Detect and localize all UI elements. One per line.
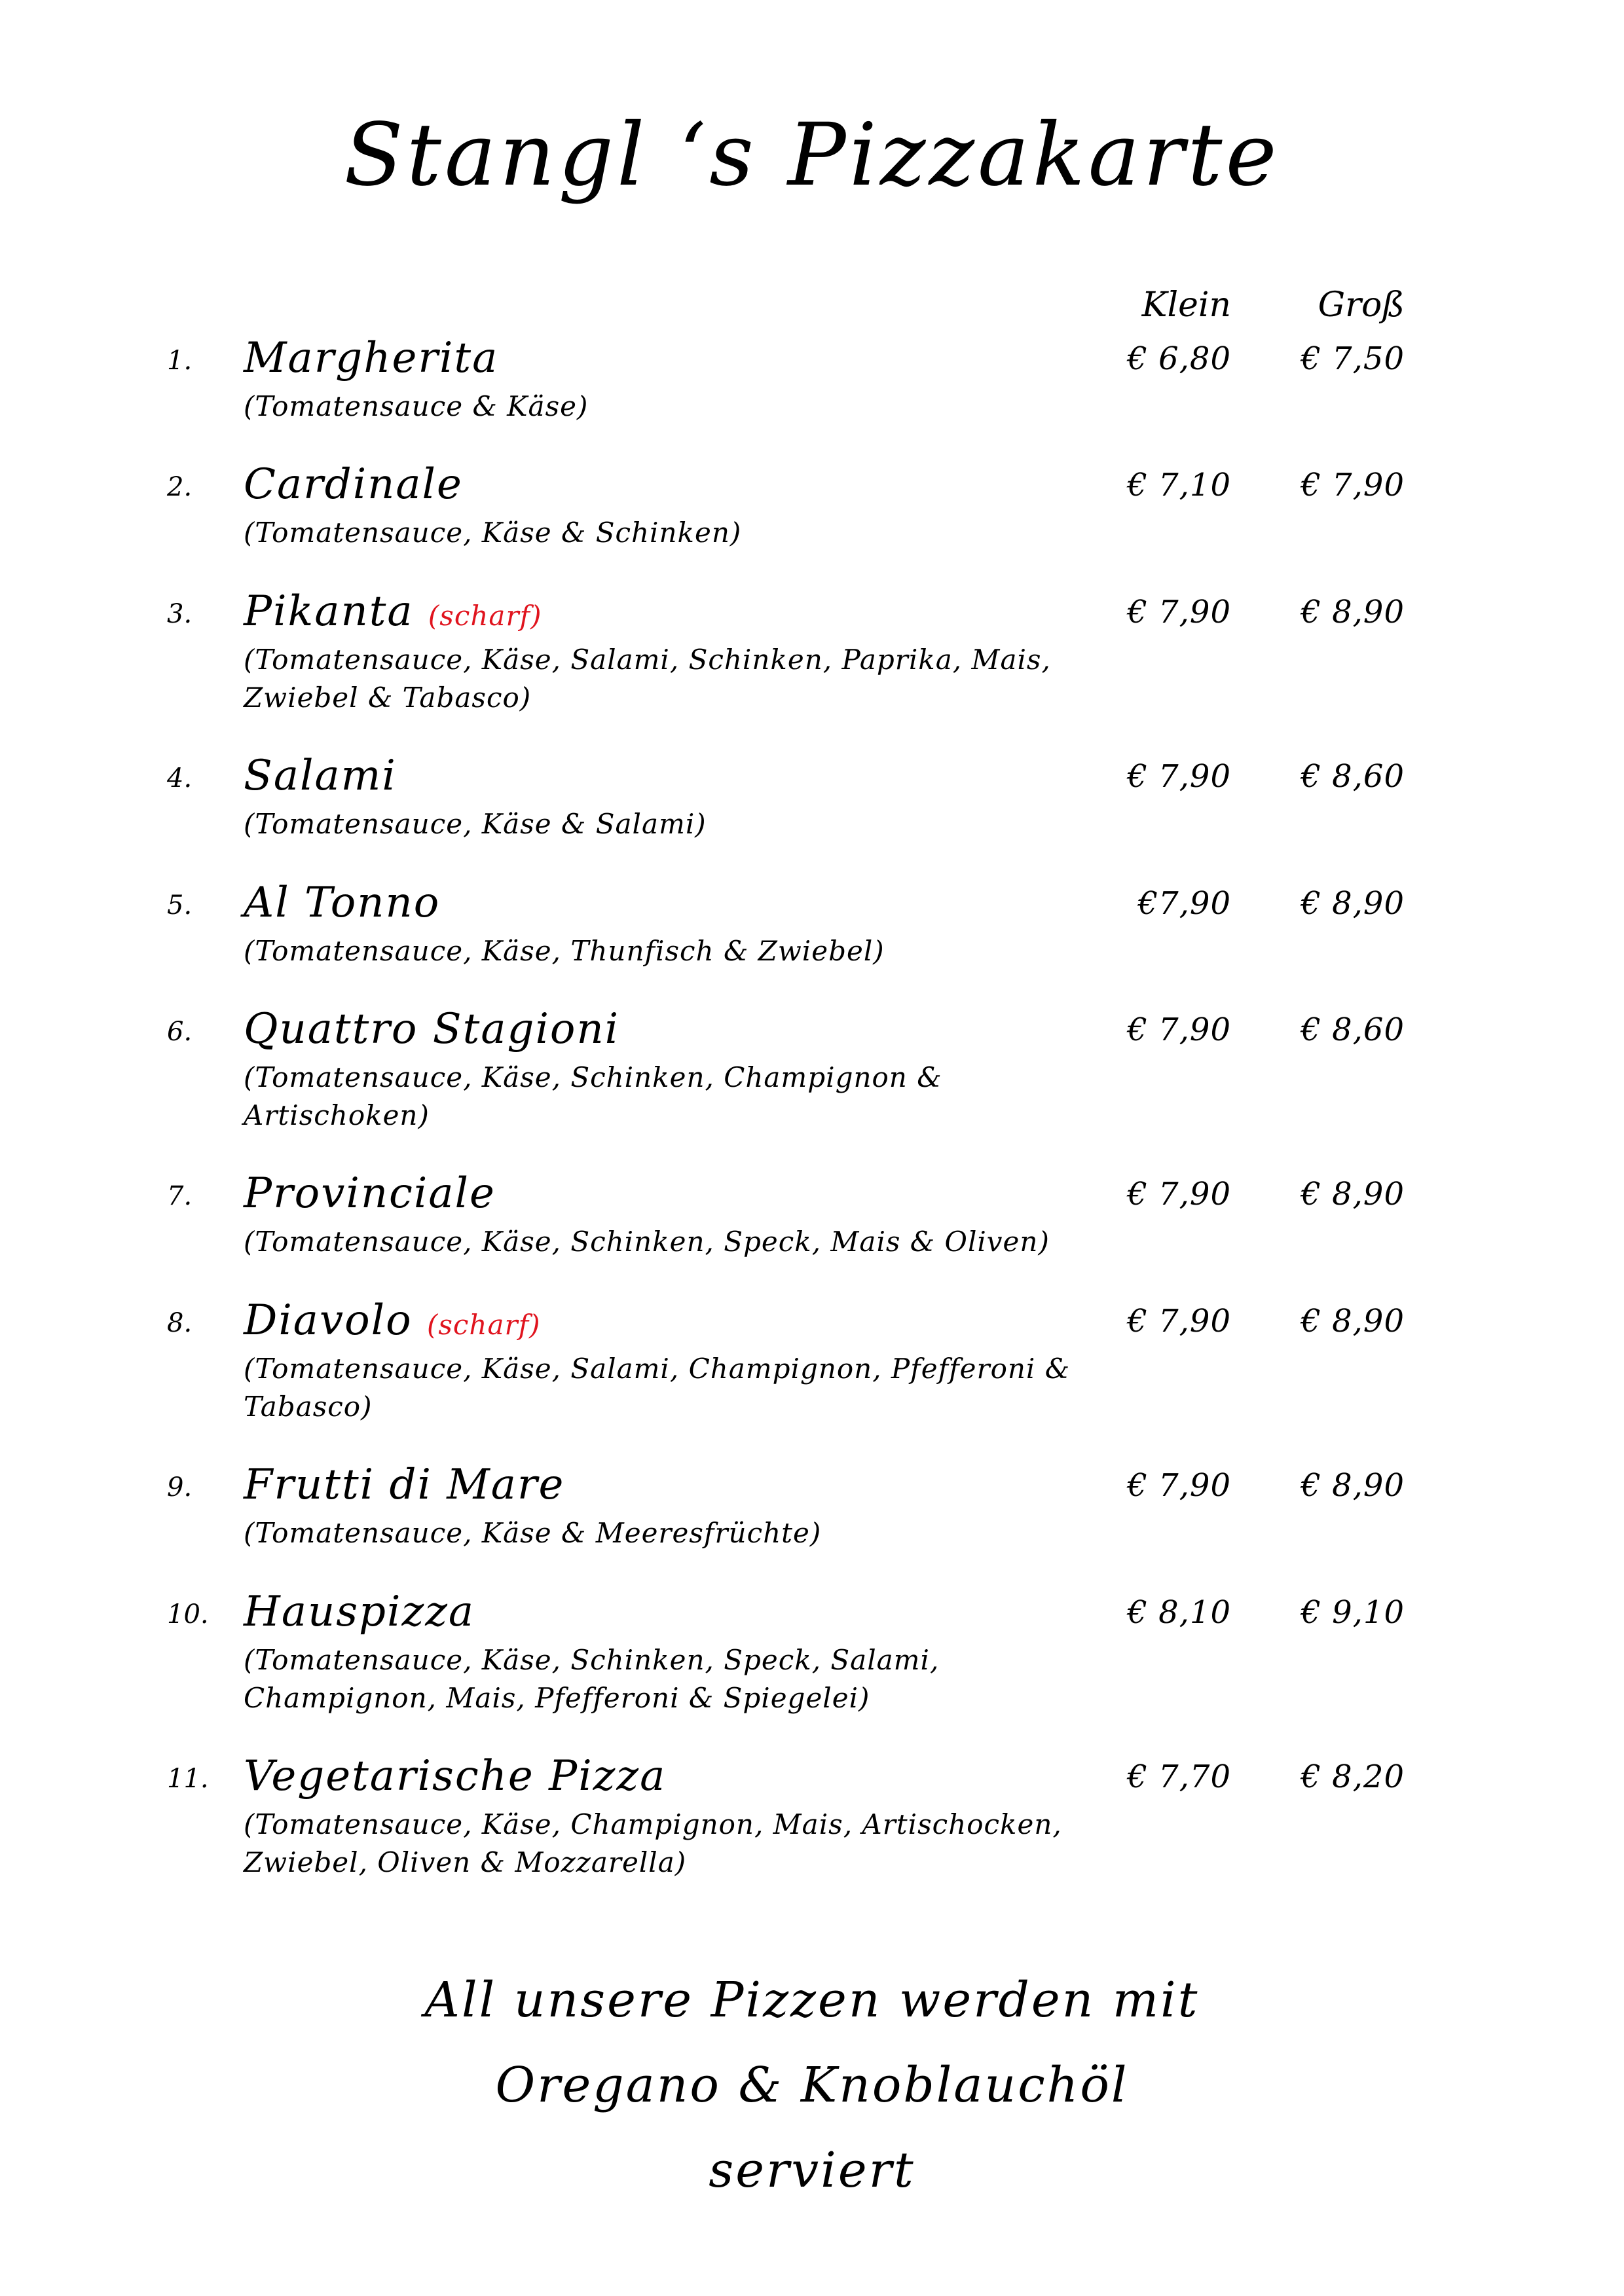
item-name: [244, 1752, 666, 1800]
item-description: (Tomatensauce & Käse): [244, 390, 589, 422]
item-name-text: Quattro Stagioni: [244, 1005, 620, 1053]
item-description: (Tomatensauce, Käse, Champignon, Mais, Artischocken, Zwiebel, Oliven & Mozzarella): [244, 1808, 1062, 1878]
price-large: € 8,20: [1301, 1758, 1405, 1795]
price-small: € 7,10: [1127, 467, 1231, 503]
item-description: (Tomatensauce, Käse & Salami): [244, 808, 707, 840]
item-number: 6.: [167, 1017, 193, 1047]
item-number: 10.: [167, 1599, 209, 1630]
item-number: 5.: [167, 890, 193, 920]
spicy-note: (scharf): [426, 1309, 541, 1341]
item-description: (Tomatensauce, Käse, Salami, Schinken, Paprika, Mais, Zwiebel & Tabasco): [244, 644, 1051, 714]
item-name-text: Al Tonno: [244, 879, 441, 927]
price-small: € 7,90: [1127, 594, 1231, 630]
price-large: € 8,90: [1301, 1467, 1405, 1504]
item-number: 3.: [167, 599, 193, 629]
price-small: € 8,10: [1127, 1594, 1231, 1631]
item-name-text: Hauspizza: [244, 1588, 475, 1636]
serving-note: [0, 1958, 1624, 2213]
item-description: (Tomatensauce, Käse, Schinken, Speck, Salami, Champignon, Mais, Pfefferoni & Spiegelei): [244, 1644, 940, 1714]
price-small: € 7,70: [1127, 1758, 1231, 1795]
price-small: €7,90: [1137, 885, 1231, 922]
item-name-text: Vegetarische Pizza: [244, 1752, 667, 1800]
serving-note-line-1: All unsere Pizzen werden mit: [424, 1972, 1200, 2028]
price-small: € 7,90: [1127, 1176, 1231, 1212]
item-number: 4.: [167, 763, 193, 793]
price-small: € 7,90: [1127, 758, 1231, 795]
price-large: € 8,90: [1301, 594, 1405, 630]
item-name: [244, 1296, 541, 1345]
price-large: € 8,90: [1301, 885, 1405, 922]
price-large: € 8,60: [1301, 1011, 1405, 1048]
item-description: (Tomatensauce, Käse, Schinken, Speck, Mais & Oliven): [244, 1226, 1050, 1258]
item-description: (Tomatensauce, Käse, Thunfisch & Zwiebel): [244, 935, 885, 967]
price-small: € 7,90: [1127, 1303, 1231, 1339]
price-large: € 7,50: [1301, 340, 1405, 377]
item-number: 2.: [167, 472, 193, 502]
item-description: (Tomatensauce, Käse & Schinken): [244, 517, 742, 549]
item-description: (Tomatensauce, Käse & Meeresfrüchte): [244, 1517, 822, 1549]
item-name-text: Provinciale: [244, 1169, 496, 1218]
item-number: 8.: [167, 1308, 193, 1338]
price-large: € 8,60: [1301, 758, 1405, 795]
item-name-text: Salami: [244, 752, 397, 800]
item-description: (Tomatensauce, Käse, Salami, Champignon, Pfefferoni & Tabasco): [244, 1353, 1071, 1423]
item-number: 7.: [167, 1181, 193, 1211]
price-large: € 8,90: [1301, 1303, 1405, 1339]
item-name-text: Frutti di Mare: [244, 1461, 565, 1509]
price-small: € 6,80: [1127, 340, 1231, 377]
serving-note-line-2: Oregano & Knoblauchöl: [495, 2057, 1129, 2113]
item-name: [244, 460, 463, 509]
item-name-text: Cardinale: [244, 460, 463, 509]
item-name: [244, 1588, 475, 1636]
item-name: [244, 1461, 564, 1509]
item-name-text: Pikanta: [244, 587, 414, 636]
page-title: Stangl ‘s Pizzakarte: [344, 105, 1280, 206]
spicy-note: (scharf): [428, 600, 542, 632]
price-small: € 7,90: [1127, 1011, 1231, 1048]
column-header-small: Klein: [1141, 285, 1231, 325]
price-large: € 9,10: [1301, 1594, 1405, 1631]
item-name: [244, 879, 440, 927]
item-name-text: Margherita: [244, 334, 499, 382]
price-large: € 7,90: [1301, 467, 1405, 503]
serving-note-line-3: serviert: [709, 2142, 915, 2198]
item-name: [244, 752, 397, 800]
item-number: 1.: [167, 346, 193, 376]
item-number: 9.: [167, 1472, 193, 1503]
price-small: € 7,90: [1127, 1467, 1231, 1504]
item-name: [244, 587, 542, 636]
item-number: 11.: [167, 1764, 209, 1794]
item-name: [244, 334, 498, 382]
column-header-large: Groß: [1318, 285, 1405, 325]
item-name: [244, 1169, 496, 1218]
price-large: € 8,90: [1301, 1176, 1405, 1212]
item-name: [244, 1005, 619, 1053]
item-name-text: Diavolo: [244, 1296, 413, 1345]
item-description: (Tomatensauce, Käse, Schinken, Champignon & Artischoken): [244, 1061, 942, 1131]
